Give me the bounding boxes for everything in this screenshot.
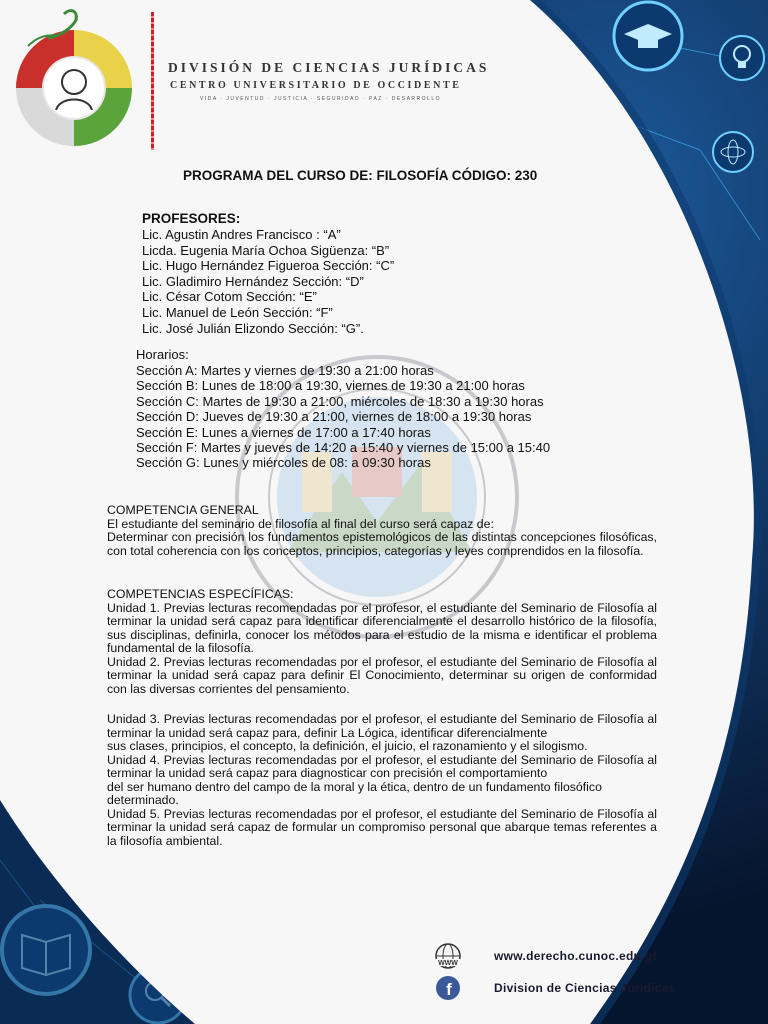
- profesor-item: Lic. Manuel de León Sección: “F”: [142, 304, 333, 320]
- horario-item: Sección D: Jueves de 19:30 a 21:00, viernes de 18:00 a 19:30 horas: [136, 409, 532, 425]
- www-icon-label: WWW: [438, 960, 458, 967]
- unidad-3-continued: sus clases, principios, el concepto, la definición, el juicio, el razonamiento y el silogismo.: [107, 739, 588, 753]
- profesor-item: Lic. Agustin Andres Francisco : “A”: [142, 227, 341, 242]
- profesor-item: Licda. Eugenia María Ochoa Sigüenza: “B”: [142, 242, 390, 258]
- unidad-1: Unidad 1. Previas lecturas recomendadas por el profesor, el estudiante del Seminario de Filosofía al terminar la unidad será capaz para identificar diferencialmente el desarrollo histórico de la filosofía, sus disciplinas, definirla, conocer los métodos para el estudio de la misma e identificar el problema fundamental de la filosofía.: [107, 600, 657, 655]
- unidad-4-continued: del ser humano dentro del campo de la moral y la ética, dentro de un fundamento filosófico determinado.: [107, 779, 602, 807]
- profesor-item: Lic. César Cotom Sección: “E”: [142, 289, 317, 305]
- unidad-5: Unidad 5. Previas lecturas recomendadas por el profesor, el estudiante del Seminario de Filosofía al terminar la unidad será capaz de formular un compromiso personal que abarque temas referentes a la filosofía ambiental.: [107, 806, 657, 848]
- org-name: DIVISIÓN DE CIENCIAS JURÍDICAS: [168, 60, 490, 75]
- unidad-4: Unidad 4. Previas lecturas recomendadas por el profesor, el estudiante del Seminario de Filosofía al terminar la unidad será capaz para diagnosticar con precisión el comportamiento: [107, 752, 657, 780]
- competencia-general-section: [107, 504, 657, 558]
- horario-item: Sección F: Martes y jueves de 14:20 a 15:40 y viernes de 15:00 a 15:40: [136, 440, 551, 456]
- horario-item: Sección A: Martes y viernes de 19:30 a 21:00 horas: [136, 363, 434, 378]
- header-divider: [151, 12, 154, 150]
- competencia-general-heading: COMPETENCIA GENERAL: [107, 503, 259, 517]
- competencia-general-intro: El estudiante del seminario de filosofía al final del curso será capaz de:: [107, 516, 494, 531]
- horarios-heading: Horarios:: [136, 347, 189, 362]
- document-title: PROGRAMA DEL CURSO DE: FILOSOFÍA CÓDIGO: 230: [183, 168, 538, 183]
- facebook-link[interactable]: Division de Ciencias Juridicas: [494, 981, 676, 995]
- profesor-item: Lic. Gladimiro Hernández Sección: “D”: [142, 273, 364, 289]
- competencia-general-text: Determinar con precisión los fundamentos epistemológicos de las distintas concepciones filosóficas, con total coherencia con los conceptos, principios, categorías y leyes comprendidos en la filosofía.: [107, 530, 657, 558]
- facebook-icon[interactable]: [432, 974, 464, 1002]
- profesores-list: [142, 227, 394, 336]
- org-motto: VIDA · JUVENTUD · JUSTICIA · SEGURIDAD · PAZ · DESARROLLO: [200, 96, 441, 102]
- competencias-especificas-section: [107, 588, 657, 696]
- website-link[interactable]: www.derecho.cunoc.edu.gt: [494, 949, 657, 963]
- profesores-heading: PROFESORES:: [142, 211, 241, 226]
- profesor-item: Lic. José Julián Elizondo Sección: “G”.: [142, 320, 364, 336]
- footer-facebook-row: [432, 974, 676, 1002]
- org-subtitle: CENTRO UNIVERSITARIO DE OCCIDENTE: [170, 80, 462, 91]
- competencias-especificas-continued: [107, 713, 657, 848]
- unidad-3: Unidad 3. Previas lecturas recomendadas por el profesor, el estudiante del Seminario de Filosofía al terminar la unidad será capaz para, definir La Lógica, identificar diferencialmente: [107, 712, 657, 740]
- horario-item: Sección C: Martes de 19:30 a 21:00, miércoles de 18:30 a 19:30 horas: [136, 393, 544, 409]
- www-globe-icon: [432, 942, 464, 970]
- horario-item: Sección B: Lunes de 18:00 a 19:30, viernes de 19:30 a 21:00 horas: [136, 378, 525, 394]
- footer-website-row: [432, 942, 657, 970]
- competencias-especificas-heading: COMPETENCIAS ESPECÍFICAS:: [107, 587, 294, 601]
- horario-item: Sección G: Lunes y miércoles de 08: a 09:30 horas: [136, 455, 431, 471]
- cunoc-logo: [8, 6, 140, 151]
- horarios-list: [136, 363, 550, 471]
- facebook-icon-label: f: [446, 980, 452, 999]
- profesor-item: Lic. Hugo Hernández Figueroa Sección: “C”: [142, 258, 395, 274]
- horario-item: Sección E: Lunes a viernes de 17:00 a 17:40 horas: [136, 424, 431, 440]
- unidad-2: Unidad 2. Previas lecturas recomendadas por el profesor, el estudiante del Seminario de Filosofía al terminar la unidad será capaz para definir El Conocimiento, determinar su origen de conformidad con las diversas corrientes del pensamiento.: [107, 654, 657, 696]
